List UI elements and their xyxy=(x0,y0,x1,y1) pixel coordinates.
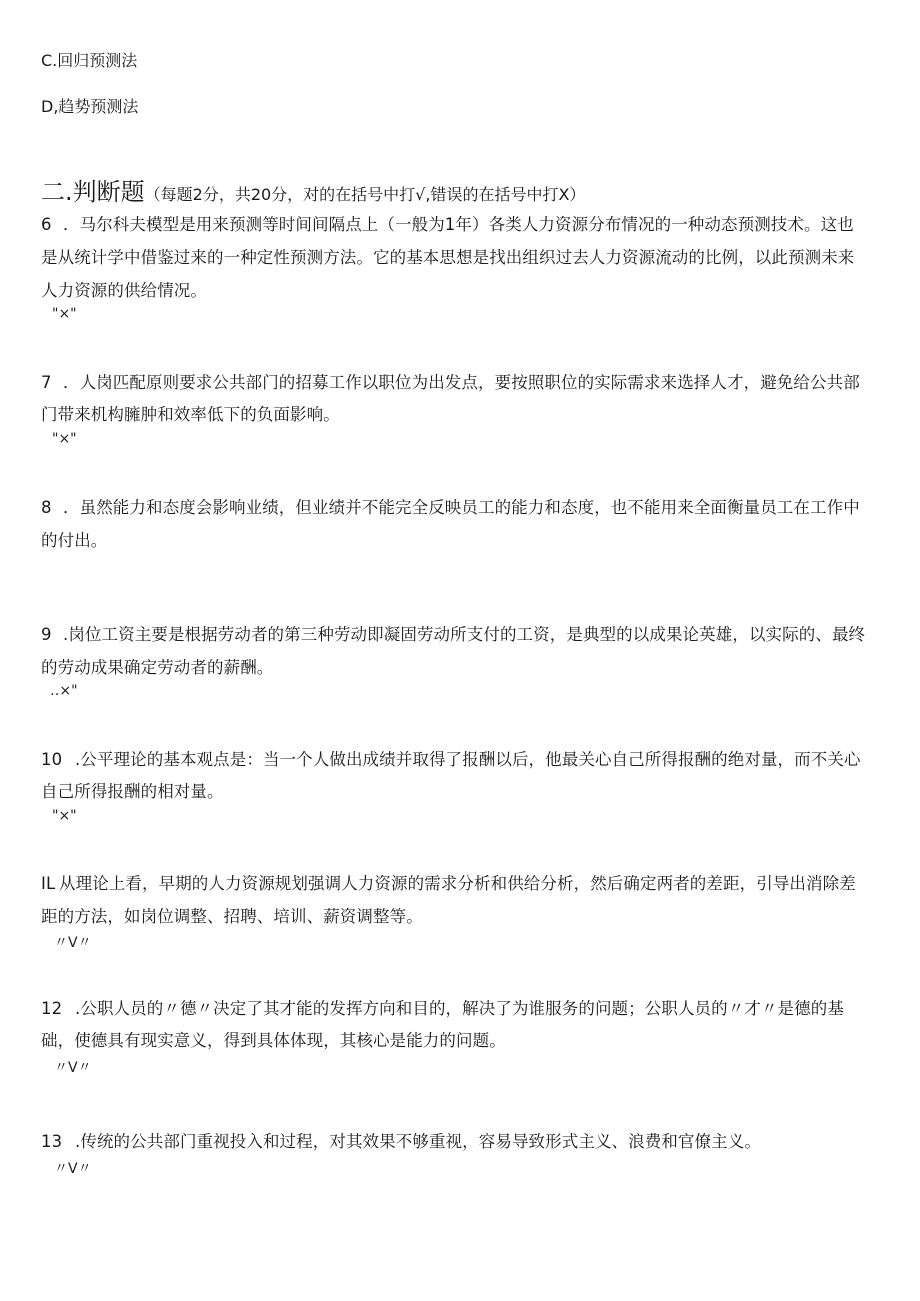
answer-mark: "×" xyxy=(52,306,77,322)
section-title: 二.判断题 xyxy=(41,178,145,206)
option-d: D,趋势预测法 xyxy=(41,97,139,116)
question-line xyxy=(41,369,860,393)
section-heading xyxy=(41,172,585,207)
question-line xyxy=(41,995,844,1019)
question-text: ．马尔科夫模型是用来预测等时间间隔点上（一般为1年）各类人力资源分布情况的一种动态预测技术。这也 xyxy=(63,215,854,234)
question-line: 自己所得报酬的相对量。 xyxy=(41,782,224,801)
question-line xyxy=(41,621,865,645)
question-number: IL xyxy=(41,874,56,893)
question-text: .岗位工资主要是根据劳动者的第三种劳动即凝固劳动所支付的工资，是典型的以成果论英雄，以实际的、最终 xyxy=(63,625,866,644)
question-line: 础，使德具有现实意义，得到具体体现，其核心是能力的问题。 xyxy=(41,1031,506,1050)
answer-mark: 〃V〃 xyxy=(54,1161,92,1177)
answer-mark: 〃V〃 xyxy=(54,935,92,951)
question-line xyxy=(41,870,856,894)
question-line: 是从统计学中借鉴过来的一种定性预测方法。它的基本思想是找出组织过去人力资源流动的比例，以此预测未来 xyxy=(41,248,855,267)
answer-mark: 〃V〃 xyxy=(54,1060,92,1076)
answer-mark: "×" xyxy=(52,431,77,447)
question-number: 12 xyxy=(41,999,63,1018)
question-line: 门带来机构臃肿和效率低下的负面影响。 xyxy=(41,405,340,424)
question-line xyxy=(41,494,860,518)
option-c: C.回归预测法 xyxy=(41,51,138,70)
question-text: .公职人员的〃德〃决定了其才能的发挥方向和目的，解决了为谁服务的问题；公职人员的〃才〃是德的基 xyxy=(75,999,844,1018)
question-number: 9 xyxy=(41,625,52,644)
question-line xyxy=(41,1128,761,1152)
question-text: 从理论上看，早期的人力资源规划强调人力资源的需求分析和供给分析，然后确定两者的差距，引导出消除差 xyxy=(59,874,856,893)
question-line xyxy=(41,746,861,770)
question-line: 的劳动成果确定劳动者的薪酬。 xyxy=(41,658,274,677)
question-line: 距的方法，如岗位调整、招聘、培训、薪资调整等。 xyxy=(41,907,423,926)
question-line: 的付出。 xyxy=(41,531,108,550)
question-text: ．虽然能力和态度会影响业绩，但业绩并不能完全反映员工的能力和态度，也不能用来全面衡量员工在工作中 xyxy=(63,498,860,517)
question-number: 8 xyxy=(41,498,52,517)
question-number: 6 xyxy=(41,215,52,234)
answer-mark: "×" xyxy=(52,808,77,824)
answer-mark: ‥×" xyxy=(50,683,78,699)
section-note: （每题2分，共20分，对的在括号中打√,错误的在括号中打X） xyxy=(144,185,586,204)
question-number: 13 xyxy=(41,1132,63,1151)
question-number: 10 xyxy=(41,750,63,769)
question-text: .传统的公共部门重视投入和过程，对其效果不够重视，容易导致形式主义、浪费和官僚主义。 xyxy=(75,1132,761,1151)
question-line xyxy=(41,211,854,235)
question-text: ．人岗匹配原则要求公共部门的招募工作以职位为出发点，要按照职位的实际需求来选择人才，避免给公共部 xyxy=(63,373,860,392)
question-number: 7 xyxy=(41,373,52,392)
question-text: .公平理论的基本观点是：当一个人做出成绩并取得了报酬以后，他最关心自己所得报酬的绝对量，而不关心 xyxy=(75,750,861,769)
question-line: 人力资源的供给情况。 xyxy=(41,281,207,300)
